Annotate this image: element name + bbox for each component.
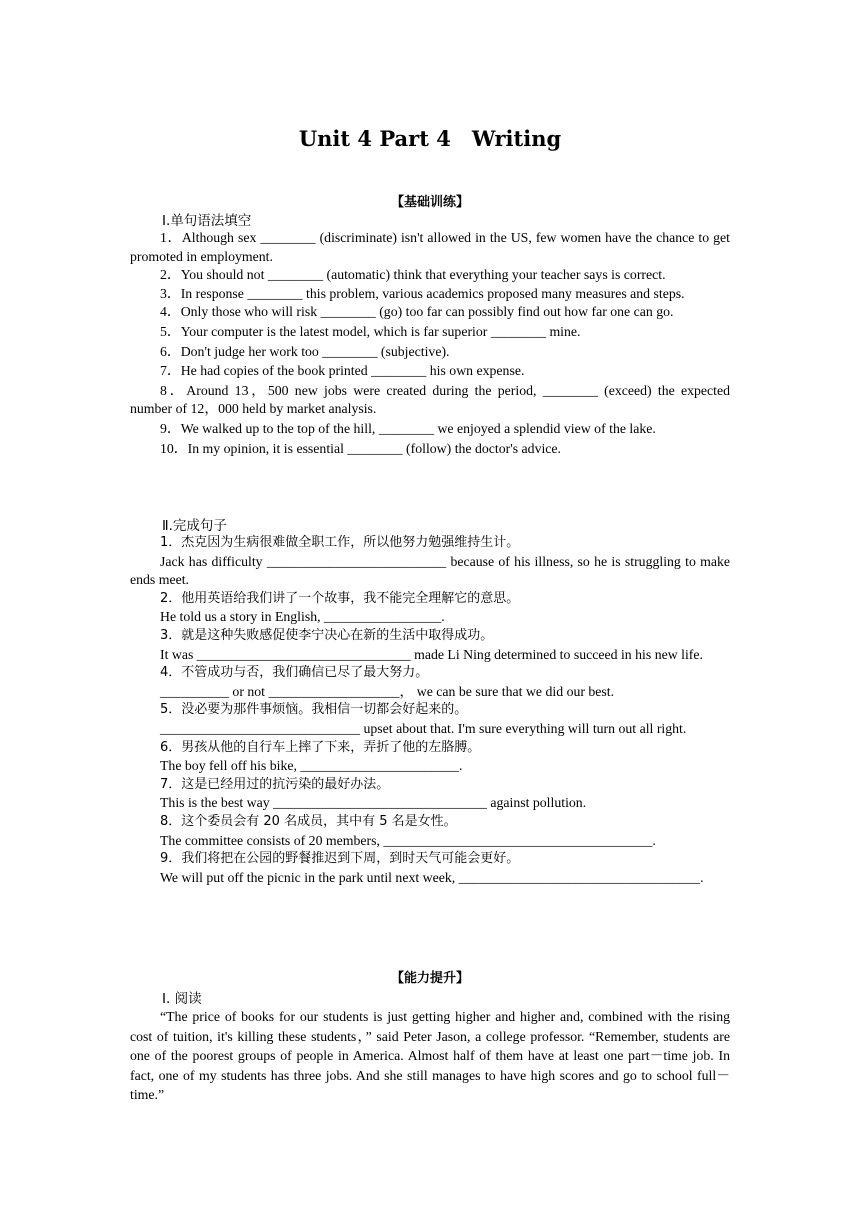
list-item-chinese: 1．杰克因为生病很难做全职工作，所以他努力勉强维持生计。 bbox=[160, 535, 520, 550]
list-item: 7．He had copies of the book printed ________ his own expense. bbox=[160, 363, 525, 379]
list-item: 8．Around 13，500 new jobs were created during the period, ________ (exceed) the expected number of 12，000 held by market analysis. bbox=[130, 382, 730, 417]
part-label-reading: Ⅰ. 阅读 bbox=[162, 991, 202, 1007]
list-item: 5．Your computer is the latest model, which is far superior ________ mine. bbox=[160, 323, 581, 339]
list-item-english: The committee consists of 20 members, _______________________________________. bbox=[160, 832, 656, 848]
list-item-english: We will put off the picnic in the park until next week, ___________________________________. bbox=[160, 869, 704, 885]
section-header-basic-training: 【基础训练】 bbox=[390, 195, 469, 210]
list-item-english: This is the best way _______________________________ against pollution. bbox=[160, 795, 587, 811]
list-item-chinese: 6．男孩从他的自行车上摔了下来，弄折了他的左胳膊。 bbox=[160, 739, 481, 755]
part-label-complete-sentences: Ⅱ.完成句子 bbox=[162, 518, 227, 534]
list-item-chinese: 3．就是这种失败感促使李宁决心在新的生活中取得成功。 bbox=[160, 627, 494, 643]
list-item: 2．You should not ________ (automatic) think that everything your teacher says is correct. bbox=[160, 267, 666, 283]
list-item: 6．Don't judge her work too ________ (subjective). bbox=[160, 343, 450, 359]
grammar-fill-list bbox=[130, 229, 730, 458]
list-item-english: __________ or not ___________________， we can be sure that we did our best. bbox=[160, 683, 615, 699]
list-item-chinese: 5．没必要为那件事烦恼。我相信一切都会好起来的。 bbox=[160, 702, 468, 718]
list-item-chinese: 8．这个委员会有 20 名成员，其中有 5 名是女性。 bbox=[160, 813, 457, 829]
complete-sentences-list bbox=[130, 534, 730, 887]
list-item-chinese: 7．这是已经用过的抗污染的最好办法。 bbox=[160, 776, 390, 792]
page-title: Unit 4 Part 4 Writing bbox=[298, 126, 562, 151]
list-item: 4．Only those who will risk ________ (go) too far can possibly find out how far one can go. bbox=[160, 304, 674, 320]
list-item-english: The boy fell off his bike, _______________________. bbox=[160, 758, 463, 774]
passage-paragraph: “The price of books for our students is just getting higher and higher and, combined with the rising cost of tuition, it's killing these students，” said Peter Jason, a college professor. “Remember, students are one of the poorest groups of people in America. Almost half of them have at least one part－time job. In fact, one of my students has three jobs. And she still manages to have high scores and go to school full－time.” bbox=[130, 1009, 730, 1102]
part-label-grammar-fill: Ⅰ.单句语法填空 bbox=[162, 213, 252, 229]
list-item: 9．We walked up to the top of the hill, ________ we enjoyed a splendid view of the lake. bbox=[160, 420, 656, 436]
list-item-chinese: 2．他用英语给我们讲了一个故事，我不能完全理解它的意思。 bbox=[160, 590, 520, 606]
reading-passage bbox=[130, 1007, 730, 1105]
section-header-ability-improvement: 【能力提升】 bbox=[390, 971, 469, 986]
list-item-english: It was _______________________________ made Li Ning determined to succeed in his new life. bbox=[160, 646, 703, 662]
list-item-english: He told us a story in English, _________________. bbox=[160, 609, 445, 625]
list-item: 10．In my opinion, it is essential ________ (follow) the doctor's advice. bbox=[160, 440, 561, 456]
list-item: 3．In response ________ this problem, various academics proposed many measures and steps. bbox=[160, 285, 685, 301]
list-item-english: _____________________________ upset about that. I'm sure everything will turn out all right. bbox=[160, 720, 687, 736]
list-item-english: Jack has difficulty __________________________ because of his illness, so he is struggling to make ends meet. bbox=[130, 553, 730, 588]
list-item-chinese: 9．我们将把在公园的野餐推迟到下周，到时天气可能会更好。 bbox=[160, 851, 520, 867]
list-item: 1．Although sex ________ (discriminate) isn't allowed in the US, few women have the chance to get promoted in employment. bbox=[130, 230, 730, 264]
list-item-chinese: 4．不管成功与否，我们确信已尽了最大努力。 bbox=[160, 665, 429, 681]
